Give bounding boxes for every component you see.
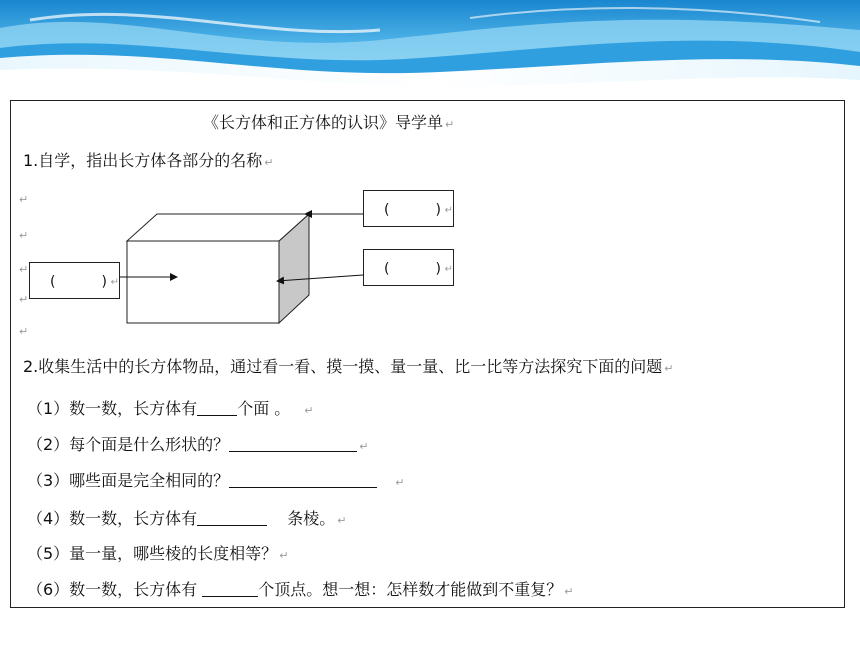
section1-heading: 1.自学，指出长方体各部分的名称 ↵ <box>23 151 274 170</box>
question-6: （6）数一数，长方体有 个顶点。想一想：怎样数才能做到不重复？ ↵ <box>27 580 574 599</box>
worksheet <box>10 100 845 608</box>
answer-blank[interactable] <box>197 399 237 416</box>
answer-blank[interactable] <box>229 471 377 488</box>
question-2: （2）每个面是什么形状的？ ↵ <box>27 435 369 454</box>
section2-heading: 2.收集生活中的长方体物品，通过看一看、摸一摸、量一量、比一比等方法探究下面的问题 ↵ <box>23 357 674 376</box>
answer-blank[interactable] <box>202 580 258 597</box>
paragraph-mark: ↵ <box>19 293 29 306</box>
label-box-middle-right: ( ) ↵ <box>363 249 454 286</box>
label-box-top-right: ( ) ↵ <box>363 190 454 227</box>
label-box-left: ( ) ↵ <box>29 262 120 299</box>
answer-blank[interactable] <box>229 435 357 452</box>
answer-blank[interactable] <box>197 509 267 526</box>
cuboid-top-face <box>127 214 309 241</box>
question-5: （5）量一量，哪些棱的长度相等？ ↵ <box>27 544 289 563</box>
paragraph-mark: ↵ <box>19 229 29 242</box>
question-3: （3）哪些面是完全相同的？ ↵ <box>27 471 405 490</box>
question-4: （4）数一数，长方体有 条棱。 ↵ <box>27 509 347 528</box>
worksheet-title: 《长方体和正方体的认识》导学单 ↵ <box>203 113 455 132</box>
paragraph-mark: ↵ <box>19 193 29 206</box>
paragraph-mark: ↵ <box>19 325 29 338</box>
cuboid-front-face <box>127 241 279 323</box>
paragraph-mark: ↵ <box>445 118 455 131</box>
question-1: （1）数一数，长方体有 个面 。 ↵ <box>27 399 314 418</box>
wave-banner-image <box>0 0 860 95</box>
paragraph-mark: ↵ <box>19 263 29 276</box>
